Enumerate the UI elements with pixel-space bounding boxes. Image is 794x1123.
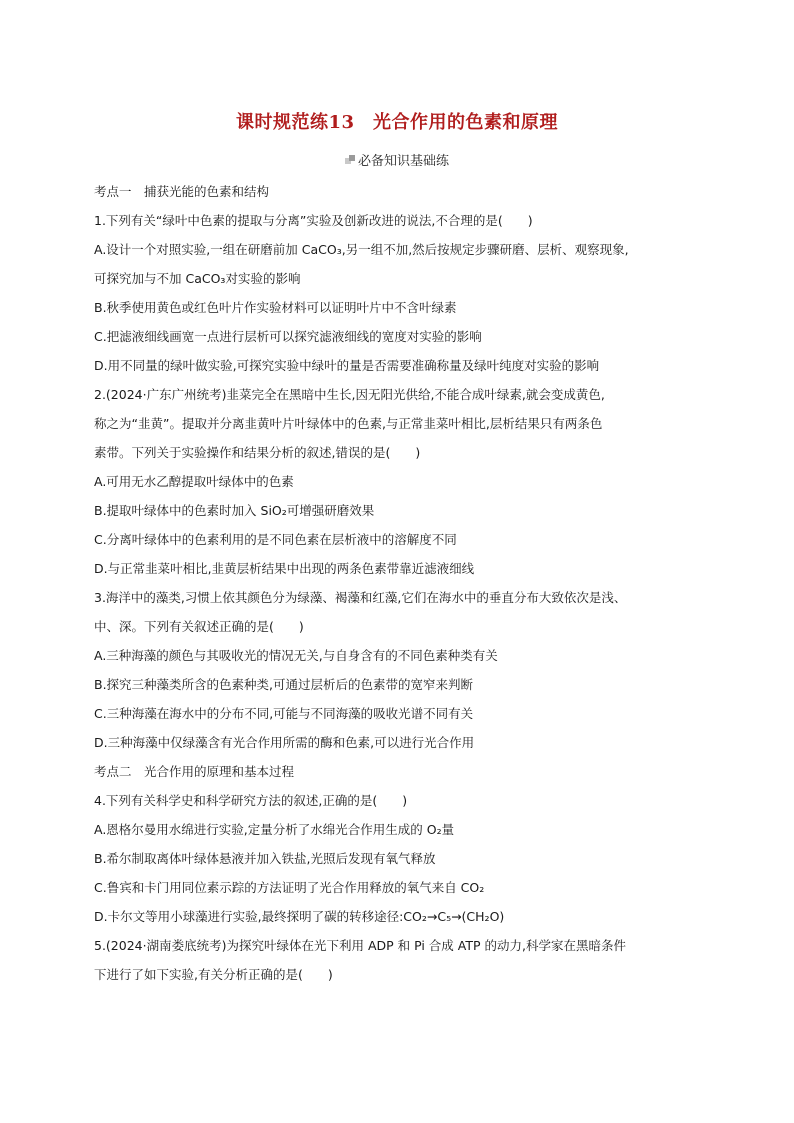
question-option: D.用不同量的绿叶做实验,可探究实验中绿叶的量是否需要准确称量及绿叶纯度对实验的影响 <box>94 358 600 373</box>
question-stem: 5.(2024·湖南娄底统考)为探究叶绿体在光下利用 ADP 和 Pi 合成 ATP 的动力,科学家在黑暗条件 <box>94 938 626 953</box>
section-heading: 考点二 光合作用的原理和基本过程 <box>94 764 295 779</box>
question-stem: 称之为“韭黄”。提取并分离韭黄叶片叶绿体中的色素,与正常韭菜叶相比,层析结果只有两条色 <box>94 416 603 431</box>
question-stem: 1.下列有关“绿叶中色素的提取与分离”实验及创新改进的说法,不合理的是( ) <box>94 213 533 228</box>
section-subtitle-text: 必备知识基础练 <box>357 154 449 169</box>
section-marker-icon <box>345 155 356 166</box>
question-stem: 下进行了如下实验,有关分析正确的是( ) <box>94 967 333 982</box>
question-option: D.与正常韭菜叶相比,韭黄层析结果中出现的两条色素带靠近滤液细线 <box>94 561 475 576</box>
question-option: B.希尔制取离体叶绿体悬液并加入铁盐,光照后发现有氧气释放 <box>94 851 436 866</box>
question-option: D.卡尔文等用小球藻进行实验,最终探明了碳的转移途径:CO₂→C₅→(CH₂O) <box>94 909 505 924</box>
question-option: A.可用无水乙醇提取叶绿体中的色素 <box>94 474 294 489</box>
section-subtitle <box>0 150 794 169</box>
question-option: B.探究三种藻类所含的色素种类,可通过层析后的色素带的宽窄来判断 <box>94 677 474 692</box>
question-stem: 中、深。下列有关叙述正确的是( ) <box>94 619 304 634</box>
question-stem: 素带。下列关于实验操作和结果分析的叙述,错误的是( ) <box>94 445 421 460</box>
section-heading: 考点一 捕获光能的色素和结构 <box>94 184 270 199</box>
question-stem: 2.(2024·广东广州统考)韭菜完全在黑暗中生长,因无阳光供给,不能合成叶绿素,就会变成黄色, <box>94 387 605 402</box>
question-option: A.恩格尔曼用水绵进行实验,定量分析了水绵光合作用生成的 O₂量 <box>94 822 455 837</box>
question-option: C.三种海藻在海水中的分布不同,可能与不同海藻的吸收光谱不同有关 <box>94 706 474 721</box>
question-option: 可探究加与不加 CaCO₃对实验的影响 <box>94 271 301 286</box>
question-content <box>94 177 734 989</box>
question-stem: 3.海洋中的藻类,习惯上依其颜色分为绿藻、褐藻和红藻,它们在海水中的垂直分布大致依次是浅、 <box>94 590 627 605</box>
question-option: B.提取叶绿体中的色素时加入 SiO₂可增强研磨效果 <box>94 503 375 518</box>
question-option: A.三种海藻的颜色与其吸收光的情况无关,与自身含有的不同色素种类有关 <box>94 648 498 663</box>
question-stem: 4.下列有关科学史和科学研究方法的叙述,正确的是( ) <box>94 793 408 808</box>
question-option: C.分离叶绿体中的色素利用的是不同色素在层析液中的溶解度不同 <box>94 532 457 547</box>
question-option: C.鲁宾和卡门用同位素示踪的方法证明了光合作用释放的氧气来自 CO₂ <box>94 880 485 895</box>
question-option: A.设计一个对照实验,一组在研磨前加 CaCO₃,另一组不加,然后按规定步骤研磨、层析、观察现象, <box>94 242 629 257</box>
question-option: C.把滤液细线画宽一点进行层析可以探究滤液细线的宽度对实验的影响 <box>94 329 482 344</box>
question-option: D.三种海藻中仅绿藻含有光合作用所需的酶和色素,可以进行光合作用 <box>94 735 475 750</box>
page-title: 课时规范练13 光合作用的色素和原理 <box>235 112 559 133</box>
question-option: B.秋季使用黄色或红色叶片作实验材料可以证明叶片中不含叶绿素 <box>94 300 457 315</box>
